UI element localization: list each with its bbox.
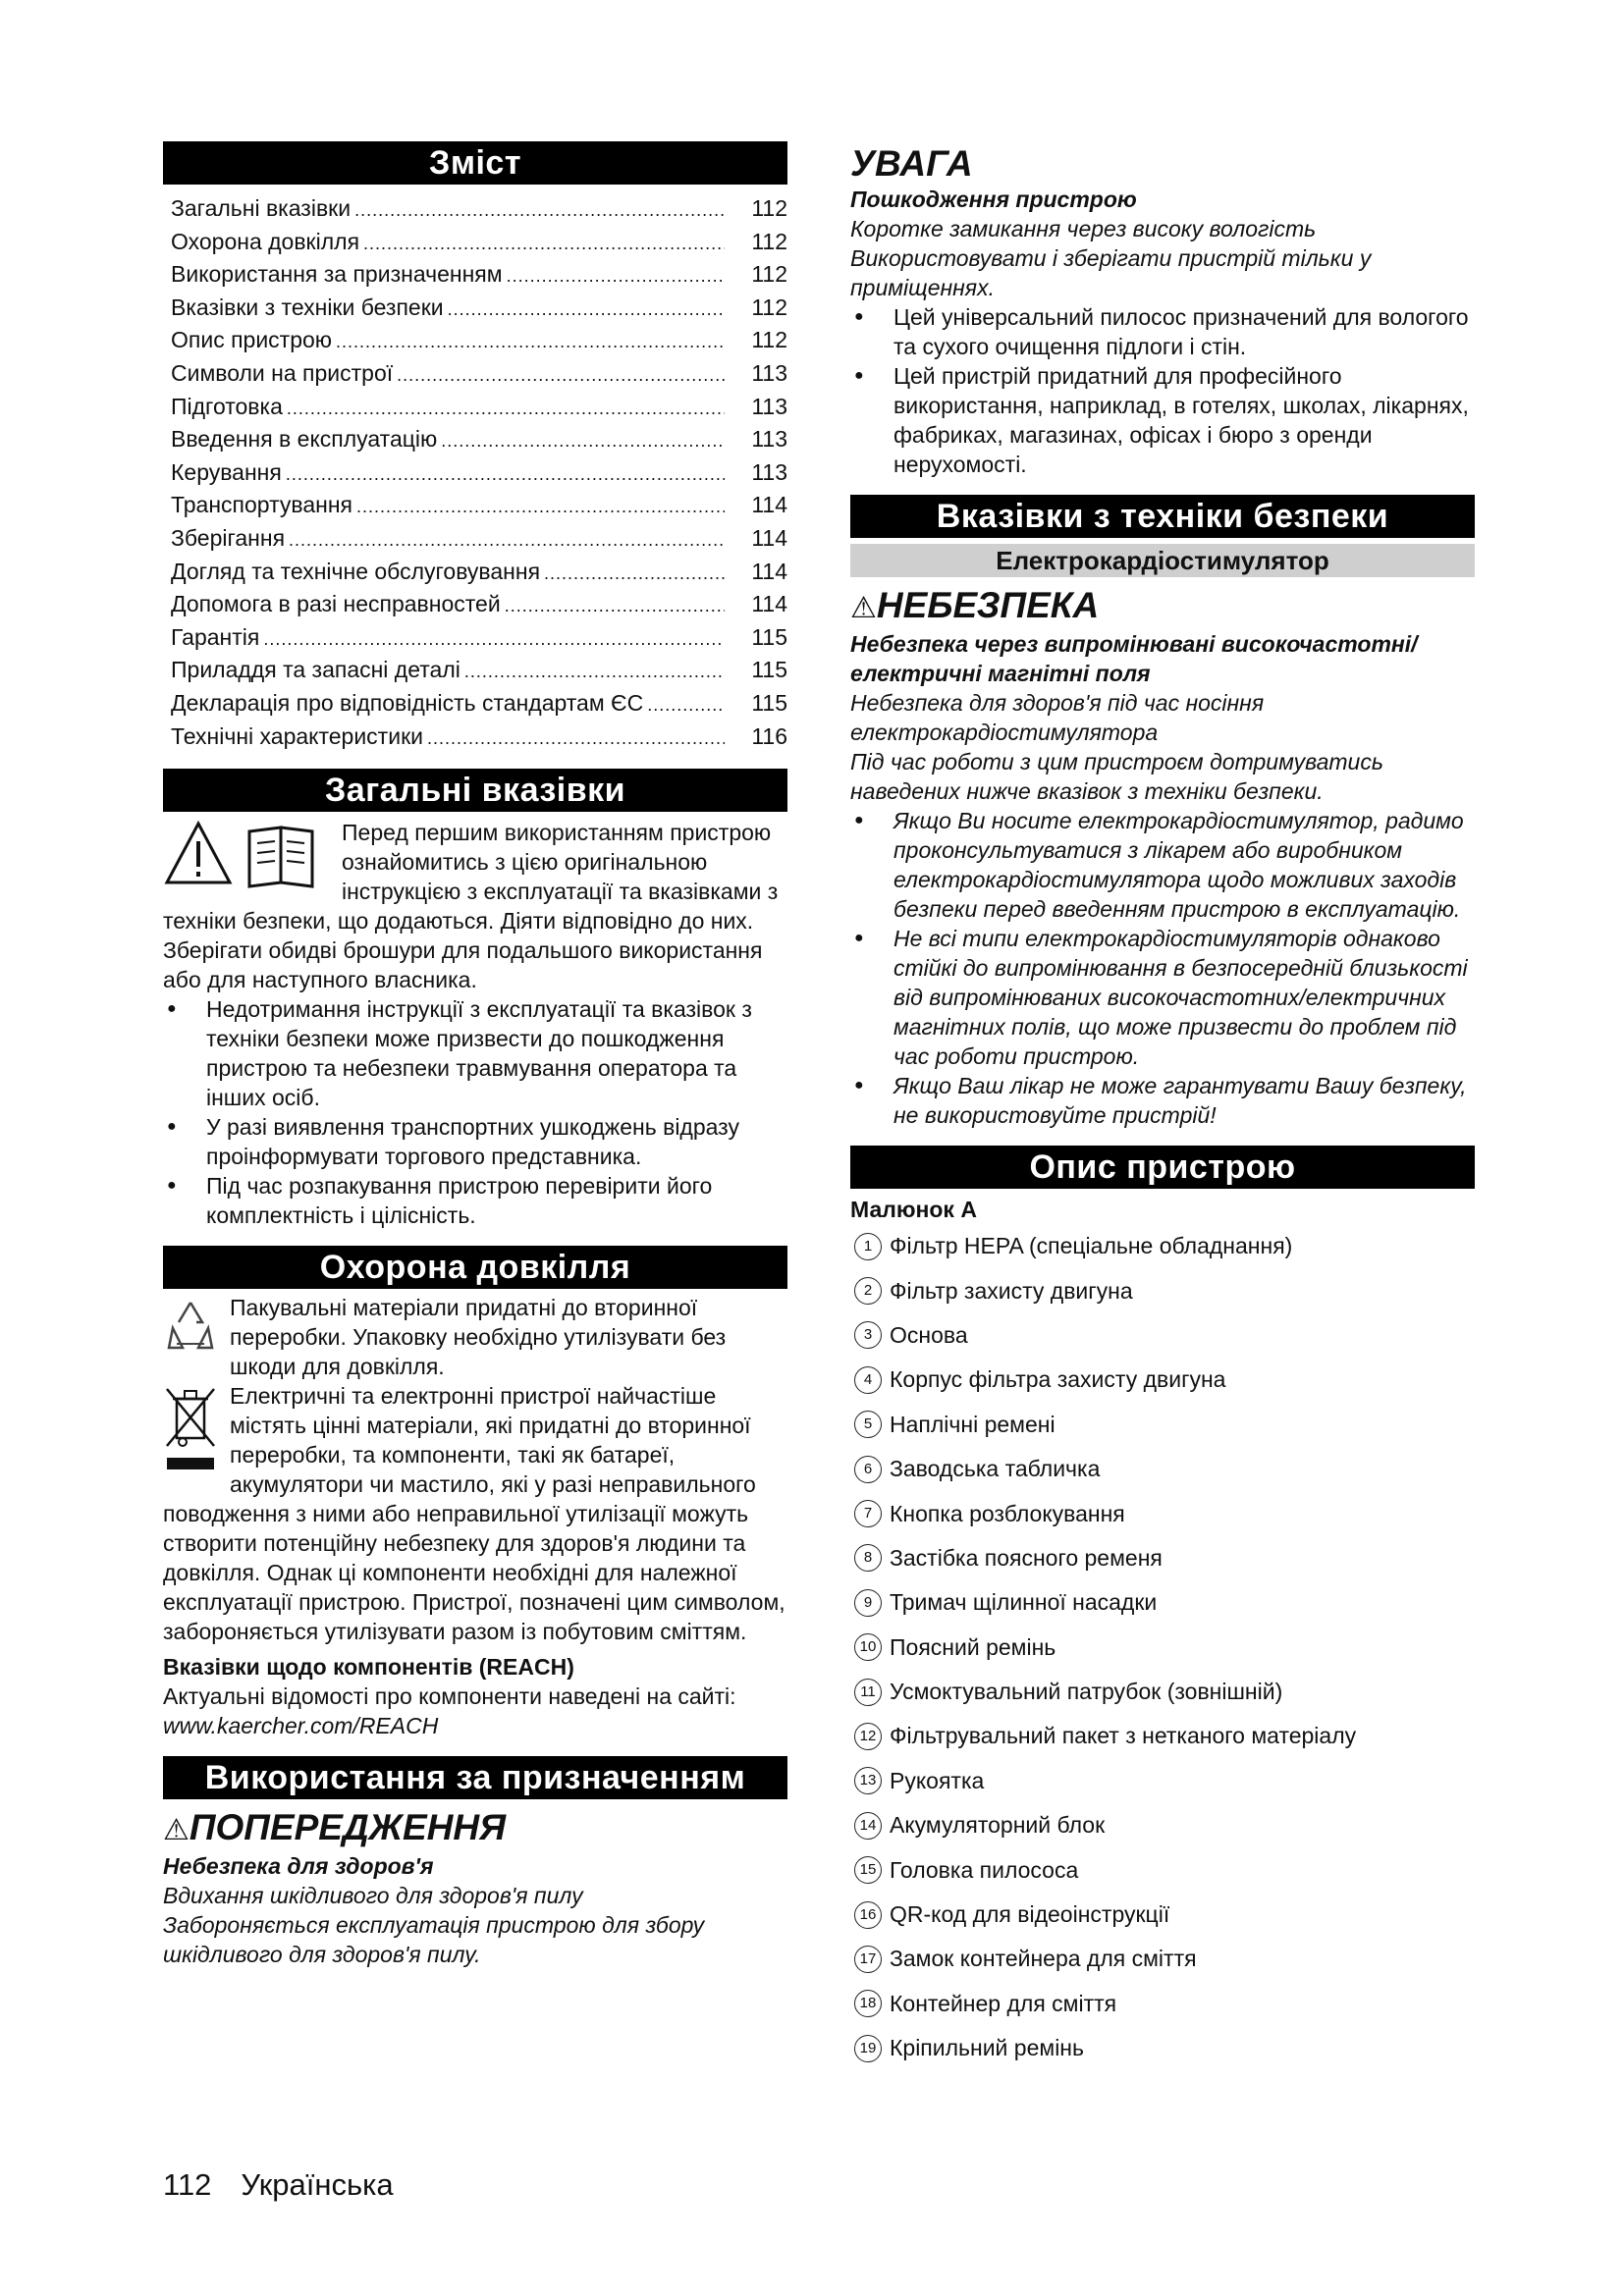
toc-label: Загальні вказівки <box>171 195 352 221</box>
reach-text: Актуальні відомості про компоненти наведені на сайті: <box>163 1683 736 1710</box>
toc-row[interactable] <box>163 226 787 259</box>
toc-page: 112 <box>751 294 787 320</box>
legend-label: Замок контейнера для сміття <box>890 1946 1197 1972</box>
toc-list <box>163 192 787 753</box>
toc-label: Приладдя та запасні деталі <box>171 657 460 683</box>
toc-page: 112 <box>751 195 787 221</box>
list-item: ● Якщо Ви носите електрокардіостимулятор, радимо проконсультуватися з лікарем або виробником електрокардіостимулятора щодо можливих заходів безпеки перед введенням пристрою в експлуатацію. <box>850 806 1475 924</box>
legend-label: QR-код для відеоінструкції <box>890 1901 1170 1928</box>
toc-label: Введення в експлуатацію <box>171 426 438 453</box>
toc-row[interactable] <box>163 258 787 292</box>
toc-page: 114 <box>751 558 787 584</box>
toc-label: Використання за призначенням <box>171 261 503 288</box>
safety-subheading: Електрокардіостимулятор <box>850 544 1475 577</box>
toc-label: Вказівки з техніки безпеки <box>171 294 444 320</box>
legend-label: Застібка поясного ременя <box>890 1544 1163 1571</box>
callout-number: 11 <box>854 1679 882 1706</box>
toc-page: 115 <box>751 623 787 650</box>
component-legend <box>850 1224 1475 2070</box>
toc-label: Декларація про відповідність стандартам ЄС <box>171 689 644 716</box>
danger-hazard: Небезпека через випромінювані високочастотні/електричні магнітні поля <box>850 631 1418 686</box>
toc-label: Гарантія <box>171 623 260 650</box>
legend-label: Наплічні ремені <box>890 1411 1056 1437</box>
callout-number: 3 <box>854 1321 882 1349</box>
legend-label: Тримач щілинної насадки <box>890 1589 1158 1616</box>
toc-row[interactable] <box>163 588 787 621</box>
toc-row[interactable] <box>163 489 787 522</box>
legend-item <box>850 1491 1475 1535</box>
toc-page: 113 <box>751 458 787 485</box>
reach-link[interactable]: www.kaercher.com/REACH <box>163 1713 439 1739</box>
legend-item <box>850 1358 1475 1402</box>
danger-bullets <box>850 806 1475 1130</box>
legend-label: Фільтрувальний пакет з нетканого матеріалу <box>890 1723 1357 1749</box>
legend-item <box>850 1937 1475 1981</box>
toc-page: 115 <box>751 689 787 716</box>
callout-number: 15 <box>854 1856 882 1884</box>
legend-item <box>850 1714 1475 1758</box>
toc-row[interactable] <box>163 621 787 655</box>
callout-number: 4 <box>854 1366 882 1394</box>
safety-section <box>850 495 1475 1130</box>
legend-label: Корпус фільтра захисту двигуна <box>890 1366 1226 1393</box>
toc-row[interactable] <box>163 292 787 325</box>
danger-line2: Під час роботи з цим пристроєм дотримуватись наведених нижче вказівок з техніки безпеки. <box>850 749 1383 804</box>
toc-label: Керування <box>171 458 282 485</box>
legend-item <box>850 1626 1475 1670</box>
description-heading: Опис пристрою <box>850 1146 1475 1189</box>
manual-book-icon <box>249 828 312 886</box>
intended-use-section <box>163 1756 787 1969</box>
legend-label: Поясний ремінь <box>890 1633 1056 1660</box>
legend-label: Заводська табличка <box>890 1456 1101 1482</box>
legend-item <box>850 1403 1475 1447</box>
toc-row[interactable] <box>163 721 787 754</box>
list-item: ● Цей універсальний пилосос призначений для вологого та сухого очищення підлоги і стін. <box>850 302 1475 361</box>
left-column <box>163 141 787 1969</box>
environment-section <box>163 1246 787 1740</box>
general-bullets <box>163 994 787 1230</box>
callout-number: 13 <box>854 1767 882 1794</box>
toc-label: Транспортування <box>171 492 352 518</box>
list-item: ● Не всі типи електрокардіостимуляторів однаково стійкі до випромінювання в безпосередній близькості від випромінюваних високочастотних/електричних магнітних полів, що може призвести до проблем під час роботи пристрою. <box>850 924 1475 1071</box>
toc-label: Підготовка <box>171 393 283 419</box>
callout-number: 7 <box>854 1500 882 1527</box>
crossed-bin-icon <box>163 1385 218 1477</box>
figure-label: Малюнок A <box>850 1197 977 1222</box>
legend-label: Фільтр HEPA (спеціальне обладнання) <box>890 1233 1293 1259</box>
toc-page: 112 <box>751 261 787 288</box>
toc-row[interactable] <box>163 391 787 424</box>
warning-label: ⚠ПОПЕРЕДЖЕННЯ <box>163 1807 507 1848</box>
warning-triangle-icon <box>163 818 330 890</box>
callout-number: 19 <box>854 2035 882 2062</box>
callout-number: 14 <box>854 1812 882 1840</box>
callout-number: 5 <box>854 1411 882 1438</box>
legend-item <box>850 1536 1475 1580</box>
toc-label: Опис пристрою <box>171 327 333 353</box>
danger-icon: ⚠ <box>850 592 877 624</box>
list-item: ● Під час розпакування пристрою перевірити його комплектність і цілісність. <box>163 1171 787 1230</box>
callout-number: 9 <box>854 1589 882 1617</box>
recycle-icon <box>163 1297 218 1375</box>
toc-row[interactable] <box>163 357 787 391</box>
legend-label: Кнопка розблокування <box>890 1500 1125 1526</box>
toc-page: 113 <box>751 426 787 453</box>
toc-row[interactable] <box>163 456 787 490</box>
legend-label: Основа <box>890 1321 968 1348</box>
callout-number: 18 <box>854 1990 882 2017</box>
footer-language: Українська <box>241 2167 394 2202</box>
toc-label: Технічні характеристики <box>171 722 423 749</box>
warning-line1: Вдихання шкідливого для здоров'я пилу <box>163 1883 583 1909</box>
reach-paragraph <box>163 1682 787 1740</box>
caution-text: Коротке замикання через високу вологість Використовувати і зберігати пристрій тільки у приміщеннях. <box>850 216 1372 300</box>
general-keep: Зберігати обидві брошури для подальшого використання або для наступного власника. <box>163 937 763 993</box>
caution-hazard: Пошкодження пристрою <box>850 187 1137 212</box>
legend-label: Фільтр захисту двигуна <box>890 1277 1133 1304</box>
legend-item <box>850 1670 1475 1714</box>
general-intro: Перед першим використанням пристрою ознайомитись з цією оригінальною інструкцією з експлуатації та вказівками з техніки безпеки, що додаються. Діяти відповідно до них. <box>163 820 779 934</box>
toc-label: Допомога в разі несправностей <box>171 591 501 617</box>
toc-row[interactable] <box>163 522 787 556</box>
warning-icon: ⚠ <box>163 1814 189 1847</box>
toc-page: 112 <box>751 327 787 353</box>
list-item: ● Недотримання інструкції з експлуатації та вказівок з техніки безпеки може призвести до пошкодження пристрою та небезпеки травмування оператора та інших осіб. <box>163 994 787 1112</box>
toc-page: 113 <box>751 393 787 419</box>
toc-row[interactable] <box>163 324 787 357</box>
reach-title: Вказівки щодо компонентів (REACH) <box>163 1654 574 1681</box>
toc-page: 114 <box>751 492 787 518</box>
legend-label: Головка пилососа <box>890 1856 1079 1883</box>
legend-item <box>850 1224 1475 1268</box>
list-item: ● У разі виявлення транспортних ушкоджень відразу проінформувати торгового представника. <box>163 1112 787 1171</box>
toc-page: 113 <box>751 359 787 386</box>
environment-heading: Охорона довкілля <box>163 1246 787 1289</box>
environment-weee: Електричні та електронні пристрої найчастіше містять цінні матеріали, які придатні до вторинної переробки, та компоненти, такі як батареї, акумулятори чи мастило, які у разі неправильного поводження з ними або неправильної утилізації можуть створити потенційну небезпеку для здоров'я людини та довкілля. Однак ці компоненти необхідні для належної експлуатації пристрою. Пристрої, позначені цим символом, забороняється утилізувати разом із побутовим сміттям. <box>163 1383 785 1645</box>
toc-row[interactable] <box>163 654 787 687</box>
callout-number: 2 <box>854 1277 882 1305</box>
legend-label: Акумуляторний блок <box>890 1812 1106 1839</box>
toc-heading: Зміст <box>163 141 787 185</box>
callout-number: 10 <box>854 1633 882 1661</box>
callout-number: 17 <box>854 1946 882 1973</box>
legend-item <box>850 1447 1475 1491</box>
caution-bullets <box>850 302 1475 479</box>
legend-label: Кріпильний ремінь <box>890 2035 1084 2061</box>
toc-row[interactable] <box>163 192 787 226</box>
toc-page: 116 <box>751 722 787 749</box>
toc-row[interactable] <box>163 423 787 456</box>
callout-number: 1 <box>854 1233 882 1260</box>
toc-row[interactable] <box>163 556 787 589</box>
right-column <box>850 143 1475 2070</box>
callout-number: 12 <box>854 1723 882 1750</box>
page-footer <box>163 2167 394 2203</box>
toc-page: 114 <box>751 591 787 617</box>
callout-number: 6 <box>854 1456 882 1483</box>
intended-use-heading: Використання за призначенням <box>163 1756 787 1799</box>
danger-line1: Небезпека для здоров'я під час носіння електрокардіостимулятора <box>850 690 1265 745</box>
toc-label: Охорона довкілля <box>171 228 360 254</box>
page-number: 112 <box>163 2167 212 2202</box>
general-heading: Загальні вказівки <box>163 769 787 812</box>
callout-number: 8 <box>854 1544 882 1572</box>
caution-label: УВАГА <box>850 143 973 184</box>
toc-label: Догляд та технічне обслуговування <box>171 558 541 584</box>
toc-row[interactable] <box>163 687 787 721</box>
legend-item <box>850 1803 1475 1847</box>
legend-label: Усмоктувальний патрубок (зовнішній) <box>890 1679 1283 1705</box>
legend-label: Рукоятка <box>890 1767 985 1793</box>
legend-label: Контейнер для сміття <box>890 1990 1117 2016</box>
general-section <box>163 769 787 1230</box>
description-section <box>850 1146 1475 2070</box>
toc-page: 115 <box>751 657 787 683</box>
danger-label: ⚠НЕБЕЗПЕКА <box>850 585 1100 625</box>
environment-recycle: Пакувальні матеріали придатні до вторинної переробки. Упаковку необхідно утилізувати без шкоди для довкілля. <box>230 1295 727 1380</box>
legend-item <box>850 1847 1475 1892</box>
list-item: ● Цей пристрій придатний для професійного використання, наприклад, в готелях, школах, лікарнях, фабриках, магазинах, офісах і бюро з оренди нерухомості. <box>850 361 1475 479</box>
toc-page: 114 <box>751 524 787 551</box>
legend-item <box>850 1759 1475 1803</box>
warning-hazard: Небезпека для здоров'я <box>163 1853 434 1880</box>
safety-heading: Вказівки з техніки безпеки <box>850 495 1475 538</box>
callout-number: 16 <box>854 1901 882 1929</box>
legend-item <box>850 1982 1475 2026</box>
list-item: ● Якщо Ваш лікар не може гарантувати Вашу безпеку, не використовуйте пристрій! <box>850 1071 1475 1130</box>
legend-item <box>850 1580 1475 1625</box>
read-manual-icons <box>163 818 330 890</box>
toc-label: Зберігання <box>171 524 286 551</box>
legend-item <box>850 1268 1475 1312</box>
toc-label: Символи на пристрої <box>171 359 394 386</box>
warning-line2: Забороняється експлуатація пристрою для збору шкідливого для здоров'я пилу. <box>163 1912 705 1968</box>
legend-item <box>850 1893 1475 1937</box>
legend-item <box>850 2026 1475 2070</box>
legend-item <box>850 1313 1475 1358</box>
toc-page: 112 <box>751 228 787 254</box>
